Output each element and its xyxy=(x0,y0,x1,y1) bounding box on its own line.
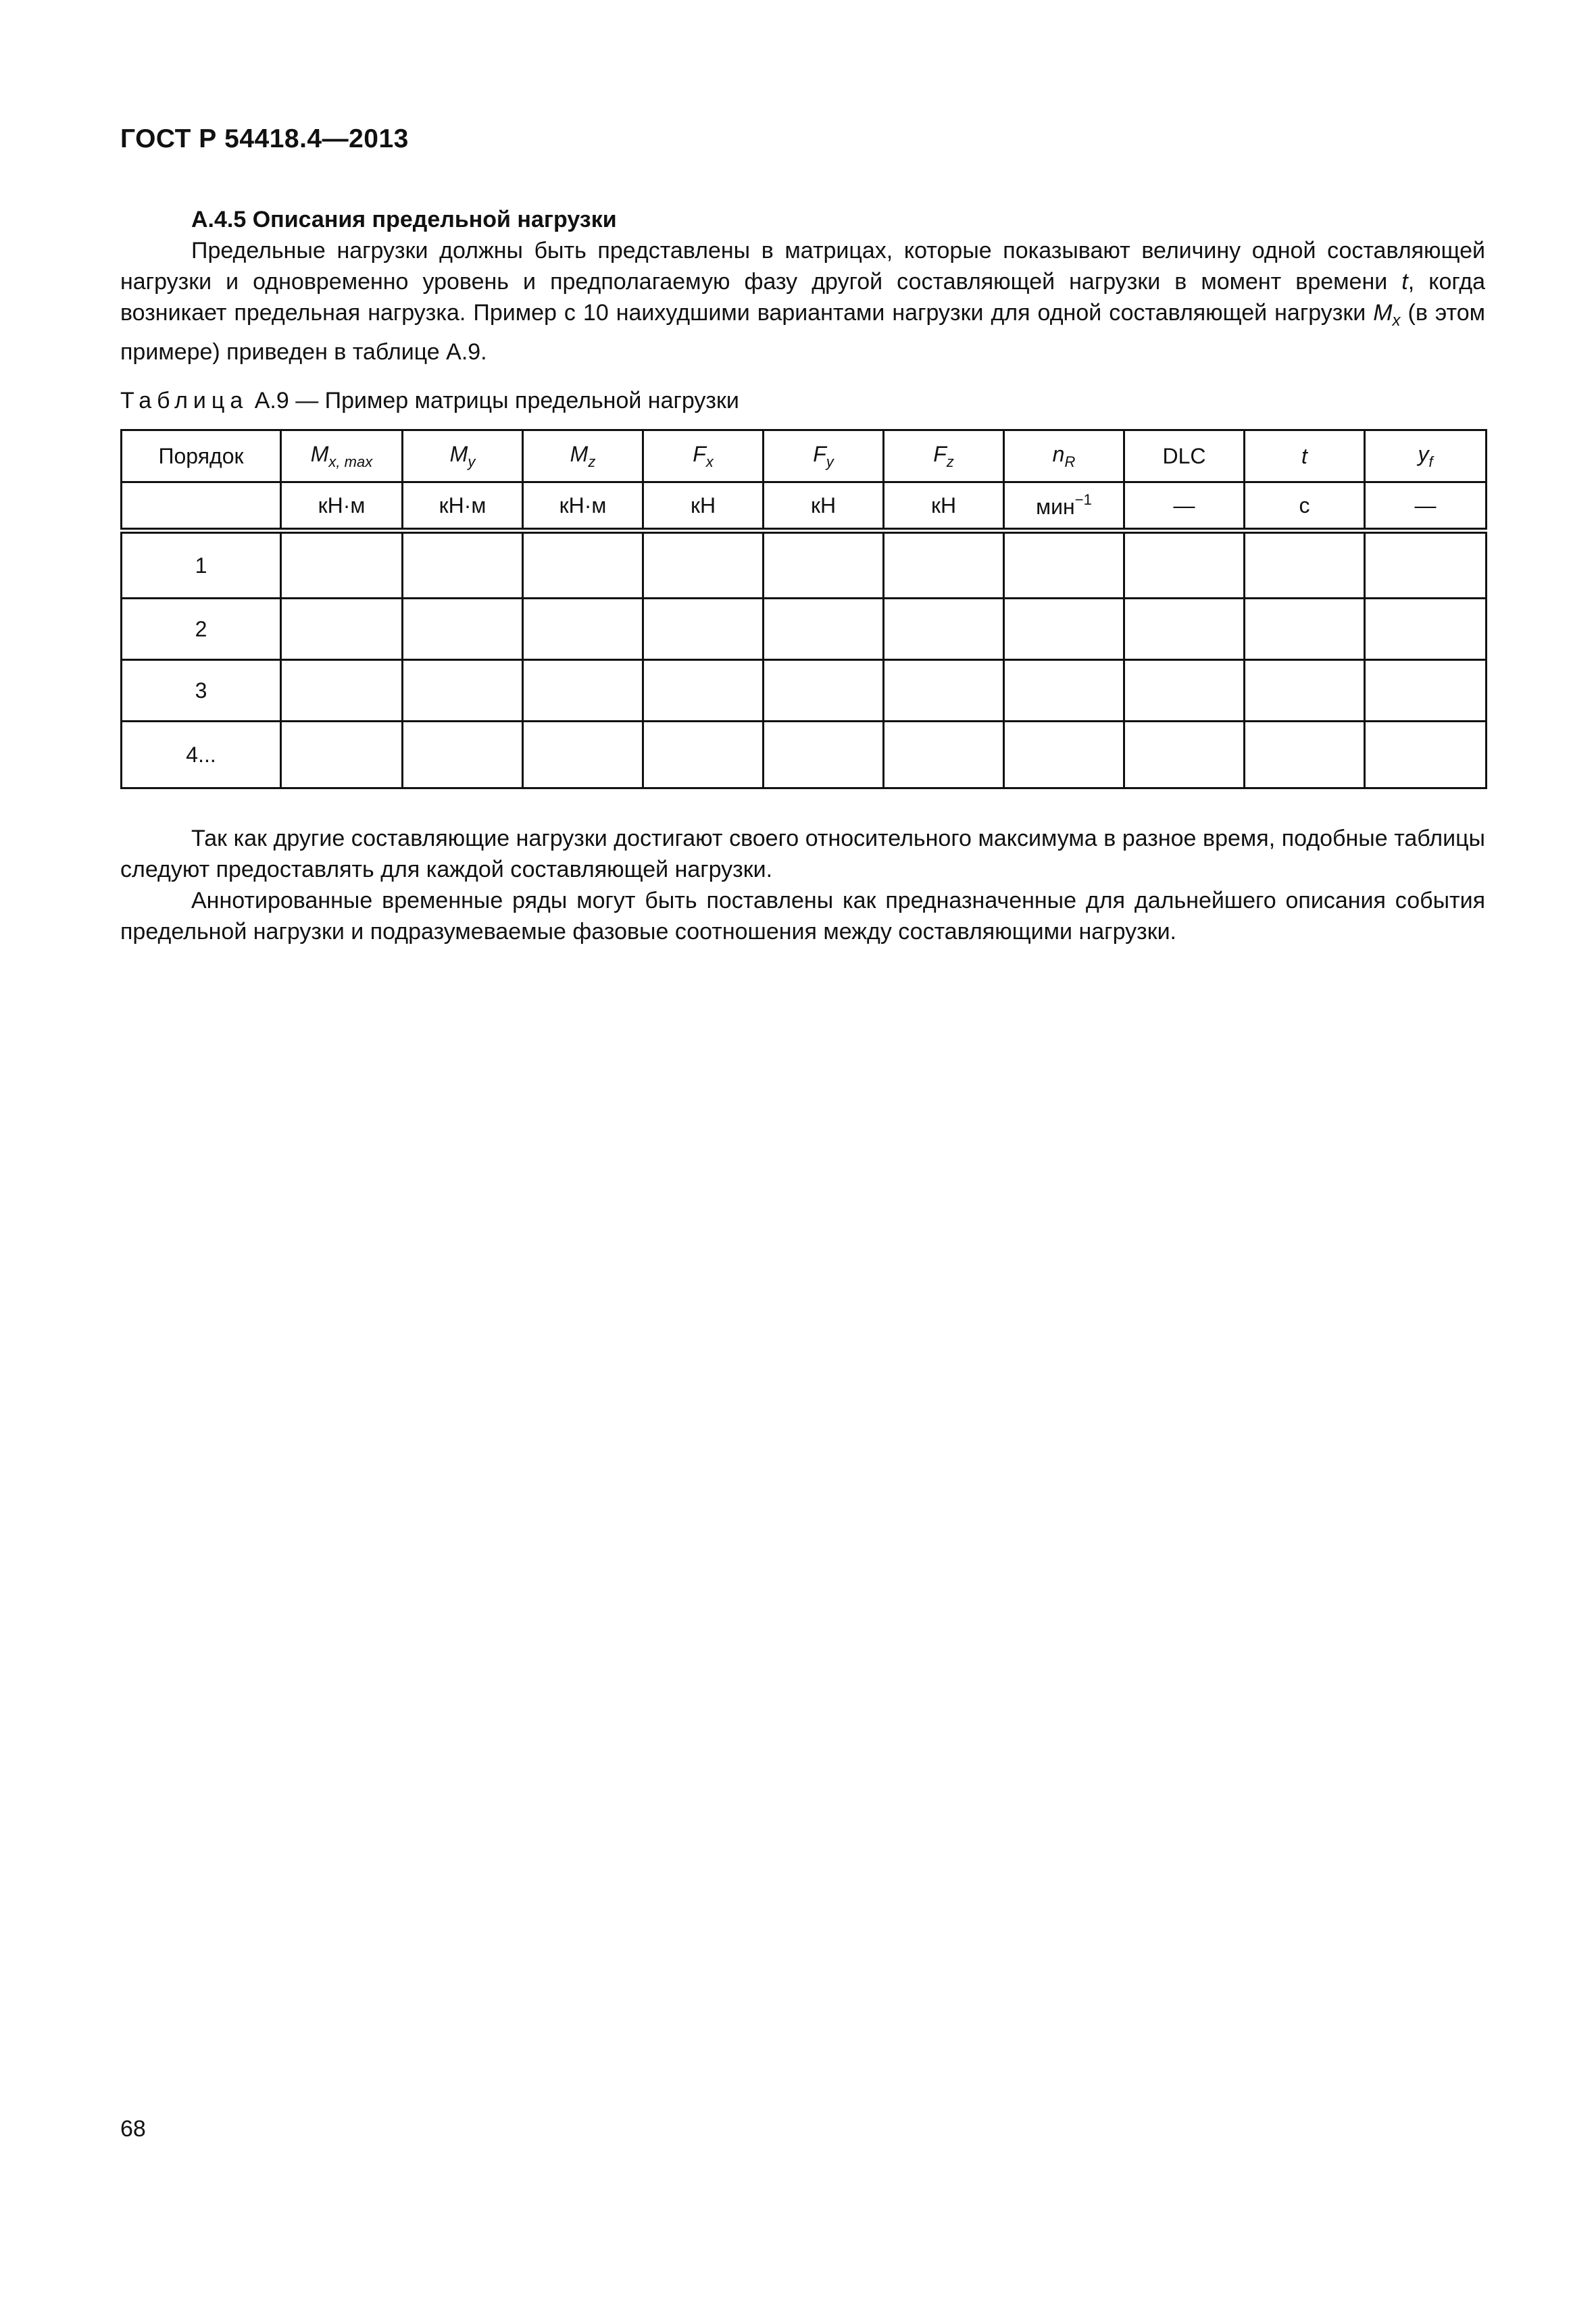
empty-cell xyxy=(281,531,403,599)
empty-cell xyxy=(281,599,403,660)
table-caption: Таблица А.9 — Пример матрицы предельной нагрузки xyxy=(120,388,739,413)
closing-paragraph-2: Аннотированные временные ряды могут быть поставлены как предназначенные для дальнейшего описания события предельной нагрузки и подразумеваемые фазовые соотношения между составляющими нагрузки. xyxy=(120,888,1485,945)
empty-cell xyxy=(403,599,523,660)
unit-cell: кН xyxy=(884,482,1004,531)
empty-cell xyxy=(1365,531,1487,599)
table-row xyxy=(122,660,1487,722)
header-cell: DLC xyxy=(1124,430,1245,482)
empty-cell xyxy=(1124,722,1245,788)
row-order-cell: 1 xyxy=(122,531,281,599)
empty-cell xyxy=(1245,599,1365,660)
closing-paragraphs xyxy=(120,823,1485,947)
row-order-cell: 4... xyxy=(122,722,281,788)
table-row xyxy=(122,722,1487,788)
empty-cell xyxy=(1004,660,1124,722)
moment-symbol: M xyxy=(1373,300,1393,326)
empty-cell xyxy=(281,722,403,788)
unit-cell: с xyxy=(1245,482,1365,531)
empty-cell xyxy=(764,660,884,722)
empty-cell xyxy=(403,660,523,722)
unit-cell: кН·м xyxy=(403,482,523,531)
empty-cell xyxy=(1124,599,1245,660)
closing-paragraph-1: Так как другие составляющие нагрузки достигают своего относительного максимума в разное время, подобные таблицы следуют предоставлять для каждой составляющей нагрузки. xyxy=(120,826,1485,882)
empty-cell xyxy=(403,531,523,599)
empty-cell xyxy=(1004,599,1124,660)
time-symbol: t xyxy=(1401,269,1408,295)
empty-cell xyxy=(1365,722,1487,788)
empty-cell xyxy=(764,722,884,788)
unit-cell: — xyxy=(1124,482,1245,531)
empty-cell xyxy=(523,599,643,660)
header-cell: $n_R$ xyxy=(1004,430,1124,482)
unit-cell: кН xyxy=(643,482,764,531)
empty-cell xyxy=(523,722,643,788)
unit-cell: кН·м xyxy=(523,482,643,531)
document-code: ГОСТ Р 54418.4—2013 xyxy=(120,124,409,153)
empty-cell xyxy=(764,599,884,660)
row-order-cell: 3 xyxy=(122,660,281,722)
header-cell: $M_y$ xyxy=(403,430,523,482)
row-order-cell: 2 xyxy=(122,599,281,660)
empty-cell xyxy=(643,531,764,599)
empty-cell xyxy=(403,722,523,788)
empty-cell xyxy=(643,599,764,660)
section-heading: А.4.5 Описания предельной нагрузки xyxy=(191,207,617,232)
header-cell: $F_z$ xyxy=(884,430,1004,482)
header-cell: t xyxy=(1245,430,1365,482)
header-cell: Порядок xyxy=(122,430,281,482)
intro-paragraph: Предельные нагрузки должны быть представлены в матрицах, которые показывают величину одной составляющей нагрузки и одновременно уровень и предполагаемую фазу другой составляющей нагрузки в момент времени t, когда возникает предельная нагрузка. Пример с 10 наихудшими вариантами нагрузки для одной составляющей нагрузки $M_x$ (в этом примере) приведен в таблице А.9. xyxy=(120,238,1485,365)
empty-cell xyxy=(1124,531,1245,599)
empty-cell xyxy=(884,531,1004,599)
unit-cell: — xyxy=(1365,482,1487,531)
empty-cell xyxy=(1245,660,1365,722)
empty-cell xyxy=(1004,531,1124,599)
header-cell: $M_{x, max}$ xyxy=(281,430,403,482)
load-matrix-table xyxy=(120,429,1487,789)
empty-cell xyxy=(523,660,643,722)
unit-cell: мин$^{-1}$ xyxy=(1004,482,1124,531)
empty-cell xyxy=(884,722,1004,788)
empty-cell xyxy=(884,660,1004,722)
empty-cell xyxy=(643,722,764,788)
empty-cell xyxy=(764,531,884,599)
table-units-row xyxy=(122,482,1487,531)
empty-cell xyxy=(1245,531,1365,599)
empty-cell xyxy=(1004,722,1124,788)
empty-cell xyxy=(1124,660,1245,722)
unit-cell: кН·м xyxy=(281,482,403,531)
empty-cell xyxy=(1365,660,1487,722)
table-row xyxy=(122,599,1487,660)
unit-cell xyxy=(122,482,281,531)
empty-cell xyxy=(1365,599,1487,660)
empty-cell xyxy=(281,660,403,722)
empty-cell xyxy=(884,599,1004,660)
unit-cell: кН xyxy=(764,482,884,531)
header-cell: $F_x$ xyxy=(643,430,764,482)
page-number: 68 xyxy=(120,2116,146,2142)
empty-cell xyxy=(1245,722,1365,788)
table-row xyxy=(122,531,1487,599)
empty-cell xyxy=(523,531,643,599)
empty-cell xyxy=(643,660,764,722)
header-cell: $F_y$ xyxy=(764,430,884,482)
header-cell: $M_z$ xyxy=(523,430,643,482)
header-cell: $y_f$ xyxy=(1365,430,1487,482)
table-header-row xyxy=(122,430,1487,482)
